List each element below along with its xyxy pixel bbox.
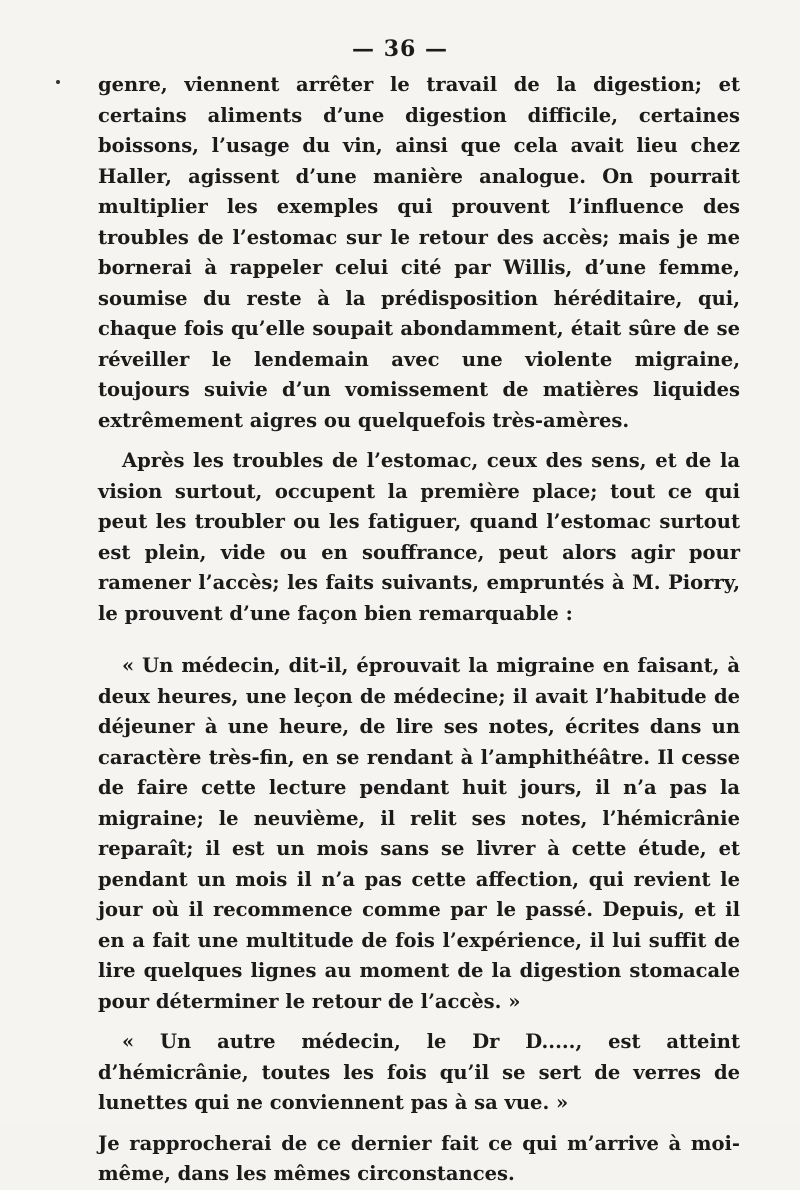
- paragraph-personal-note: Je rapprocherai de ce dernier fait ce qui m’arrive à moi-même, dans les mêmes circonstances.: [98, 1131, 740, 1185]
- page-number: — 36 —: [352, 36, 448, 62]
- paragraph-digestion: genre, viennent arrêter le travail de la digestion; et certains aliments d’une digestion difficile, certaines boissons, l’usage du vin, ainsi que cela avait lieu chez Haller, agissent d’une manière analogue. On pourrait multiplier les exemples qui prouvent l’influence des troubles de l’estomac sur le retour des accès; mais je me bornerai à rappeler celui cité par Willis, d’une femme, soumise du reste à la prédisposition héréditaire, qui, chaque fois qu’elle soupait abondamment, était sûre de se réveiller le lendemain avec une violente migraine, toujours suivie d’un vomissement de matières liquides extrêmement aigres ou quelquefois très-amères.: [98, 73, 740, 432]
- quote-first-physician: « Un médecin, dit-il, éprouvait la migraine en faisant, à deux heures, une leçon de médecine; il avait l’habitude de déjeuner à une heure, de lire ses notes, écrites dans un caractère très-fin, en se rendant à l’amphithéâtre. Il cesse de faire cette lecture pendant huit jours, il n’a pas la migraine; le neuvième, il relit ses notes, l’hémicrânie reparaît; il est un mois sans se livrer à cette étude, et pendant un mois il n’a pas cette affection, qui revient le jour où il recommence comme par le passé. Depuis, et il en a fait une multitude de fois l’expérience, il lui suffit de lire quelques lignes au moment de la digestion stomacale pour déterminer le retour de l’accès. »: [98, 654, 740, 1013]
- ink-speck: [56, 80, 60, 84]
- paragraph-senses: Après les troubles de l’estomac, ceux des sens, et de la vision surtout, occupent la première place; tout ce qui peut les troubler ou les fatiguer, quand l’estomac surtout est plein, vide ou en souffrance, peut alors agir pour ramener l’accès; les faits suivants, empruntés à M. Piorry, le prouvent d’une façon bien remarquable :: [98, 449, 740, 625]
- body-text: [98, 70, 740, 1190]
- quote-second-physician: « Un autre médecin, le Dr D....., est atteint d’hémicrânie, toutes les fois qu’il se sert de verres de lunettes qui ne conviennent pas à sa vue. »: [98, 1030, 740, 1114]
